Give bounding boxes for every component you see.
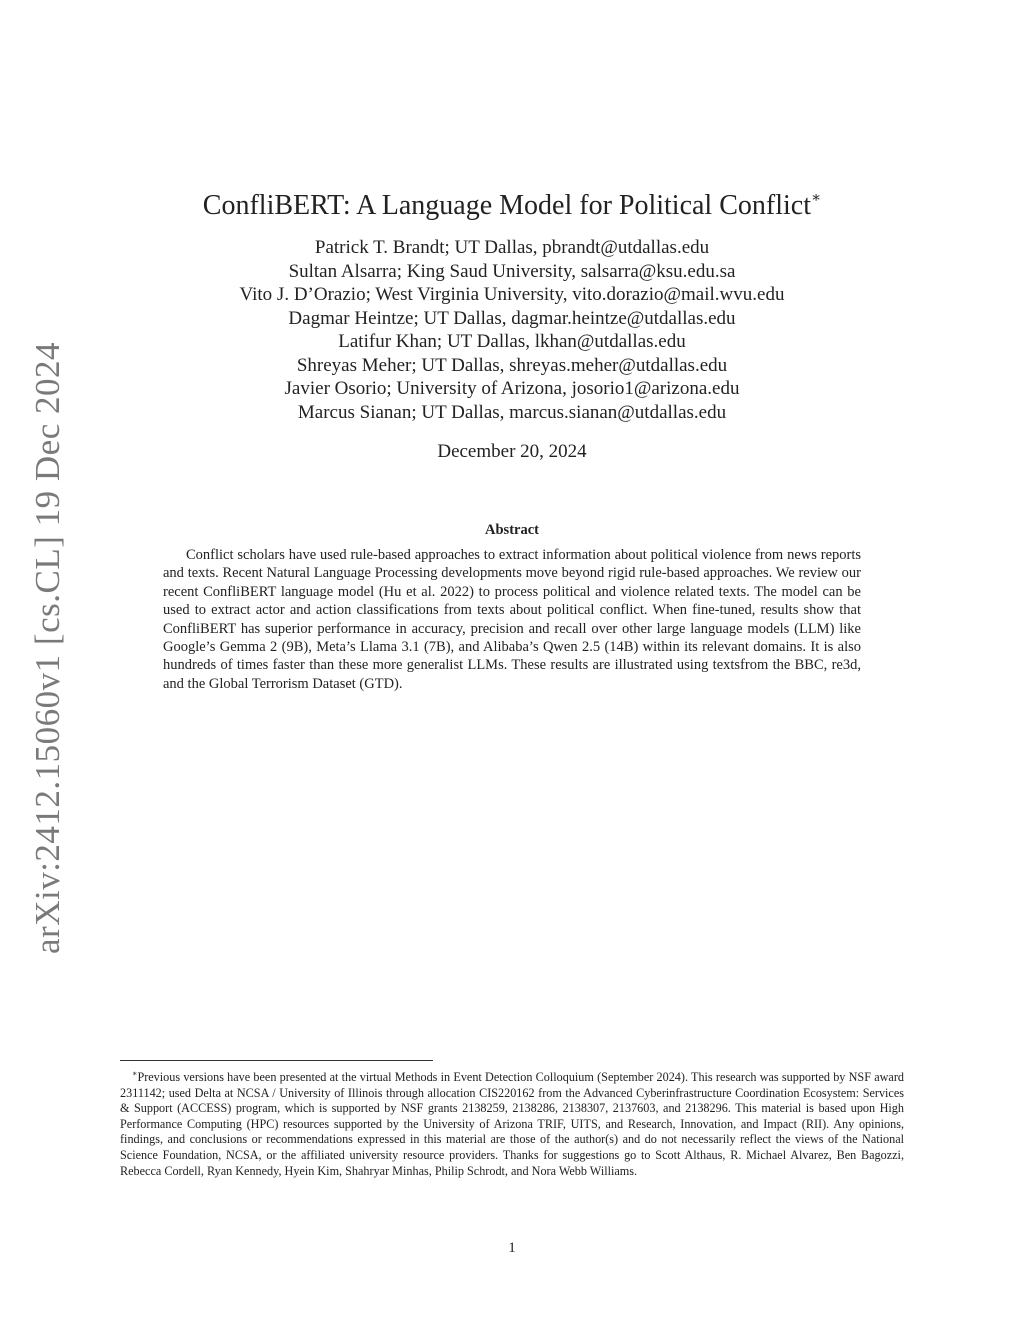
author-line: Dagmar Heintze; UT Dallas, dagmar.heintze@utdallas.edu <box>288 307 736 329</box>
author-line: Vito J. D’Orazio; West Virginia University, vito.dorazio@mail.wvu.edu <box>239 284 785 305</box>
footnote-text: Previous versions have been presented at the virtual Methods in Event Detection Colloquium (September 2024). This research was supported by NSF award 2311142; used Delta at NCSA / University of Illinois through allocation CIS220162 from the Advanced Cyberinfrastructure Coordination Ecosystem: Services & Support (ACCESS) program, which is supported by NSF grants 2138259, 2138286, 2138307, 2137603, and 2138296. This material is based upon High Performance Computing (HPC) resources supported by the University of Arizona TRIF, UITS, and Research, Innovation, and Impact (RII). Any opinions, findings, and conclusions or recommendations expressed in this material are those of the author(s) and do not necessarily reflect the views of the National Science Foundation, NCSA, or the affiliated university resource providers. Thanks for suggestions go to Scott Althaus, R. Michael Alvarez, Ben Bagozzi, Rebecca Cordell, Ryan Kennedy, Hyein Kim, Shahryar Minhas, Philip Schrodt, and Nora Webb Williams. <box>120 1070 904 1178</box>
abstract-heading: Abstract <box>485 522 539 538</box>
footnote-marker: ∗ <box>132 1069 138 1078</box>
author-list <box>163 236 861 424</box>
arxiv-identifier-stamp: arXiv:2412.15060v1 [cs.CL] 19 Dec 2024 <box>28 342 67 954</box>
author-line: Javier Osorio; University of Arizona, josorio1@arizona.edu <box>284 378 740 399</box>
page-number: 1 <box>508 1240 516 1256</box>
title-footnote-marker[interactable]: ∗ <box>810 190 822 206</box>
paper-title <box>163 178 861 226</box>
abstract-text: Conflict scholars have used rule-based approaches to extract information about political violence from news reports and texts. Recent Natural Language Processing developments move beyond rigid rule-based approaches. We review our recent ConfliBERT language model (Hu et al. 2022) to process political and violence related texts. The model can be used to extract actor and action classifications from texts about political conflict. When fine-tuned, results show that ConfliBERT has superior performance in accuracy, precision and recall over other large language models (LLM) like Google’s Gemma 2 (9B), Meta’s Llama 3.1 (7B), and Alibaba’s Qwen 2.5 (14B) within its relevant domains. It is also hundreds of times faster than these more generalist LLMs. These results are illustrated using textsfrom the BBC, re3d, and the Global Terrorism Dataset (GTD). <box>163 547 861 692</box>
author-line: Shreyas Meher; UT Dallas, shreyas.meher@utdallas.edu <box>296 354 728 376</box>
author-line: Sultan Alsarra; King Saud University, salsarra@ksu.edu.sa <box>288 260 736 282</box>
author-line: Patrick T. Brandt; UT Dallas, pbrandt@utdallas.edu <box>314 237 710 258</box>
footnote <box>120 1066 904 1179</box>
paper-title-text: ConfliBERT: A Language Model for Political Conflict <box>202 190 811 221</box>
publication-date: December 20, 2024 <box>437 441 587 462</box>
footnote-divider <box>120 1060 433 1061</box>
author-line: Marcus Sianan; UT Dallas, marcus.sianan@utdallas.edu <box>297 401 727 423</box>
author-line: Latifur Khan; UT Dallas, lkhan@utdallas.edu <box>338 331 686 352</box>
